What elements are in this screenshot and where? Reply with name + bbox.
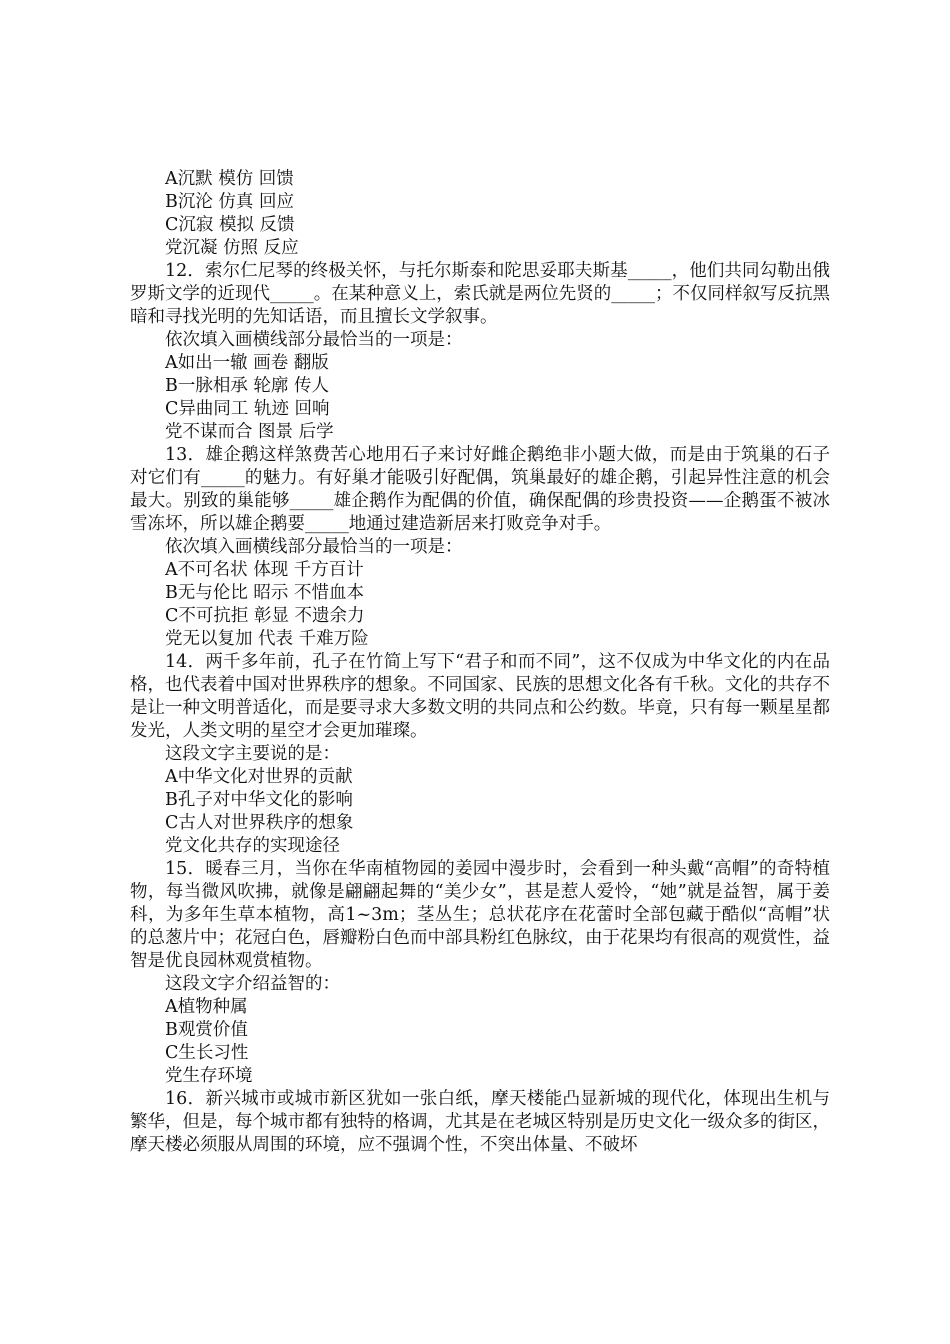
option-c: C生长习性 bbox=[165, 1043, 249, 1063]
option-a: A中华文化对世界的贡献 bbox=[165, 767, 353, 787]
question-12 bbox=[130, 260, 830, 444]
question-prompt: 依次填入画横线部分最恰当的一项是： bbox=[165, 537, 463, 557]
option-d: 党不谋而合 图景 后学 bbox=[165, 422, 334, 442]
question-13 bbox=[130, 444, 830, 651]
option-c: C沉寂 模拟 反馈 bbox=[165, 215, 295, 235]
option-a: A植物种属 bbox=[165, 997, 248, 1017]
option-b: B沉沦 仿真 回应 bbox=[165, 192, 294, 212]
question-15 bbox=[130, 858, 830, 1088]
option-b: B一脉相承 轮廓 传人 bbox=[165, 376, 329, 396]
option-c: C古人对世界秩序的想象 bbox=[165, 813, 354, 833]
option-a: A沉默 模仿 回馈 bbox=[165, 169, 294, 189]
question-stem: 15．暖春三月，当你在华南植物园的姜园中漫步时，会看到一种头戴“高帽”的奇特植物，每当微风吹拂，就像是翩翩起舞的“美少女”，甚是惹人爱怜，“她”就是益智，属于姜科，为多年生草本植物，高1~3m；茎丛生；总状花序在花蕾时全部包藏于酷似“高帽”状的总葱片中；花冠白色，唇瓣粉白色而中部具粉红色脉纹，由于花果均有很高的观赏性，益智是优良园林观赏植物。 bbox=[130, 859, 830, 971]
option-b: B无与伦比 昭示 不惜血本 bbox=[165, 583, 364, 603]
question-stem: 12．索尔仁尼琴的终极关怀，与托尔斯泰和陀思妥耶夫斯基_____，他们共同勾勒出俄罗斯文学的近现代_____。在某种意义上，索氏就是两位先贤的_____；不仅同样叙写反抗黑暗和寻找光明的先知话语，而且擅长文学叙事。 bbox=[130, 261, 830, 327]
question-stem: 13．雄企鹅这样煞费苦心地用石子来讨好雌企鹅绝非小题大做，而是由于筑巢的石子对它们有_____的魅力。有好巢才能吸引好配偶，筑巢最好的雄企鹅，引起异性注意的机会最大。别致的巢能够_____雄企鹅作为配偶的价值，确保配偶的珍贵投资——企鹅蛋不被冰雪冻坏，所以雄企鹅要_____地通过建造新居来打败竞争对手。 bbox=[130, 445, 830, 534]
question-11-options bbox=[130, 168, 830, 260]
question-prompt: 这段文字介绍益智的： bbox=[165, 974, 340, 994]
option-a: A如出一辙 画卷 翻版 bbox=[165, 353, 329, 373]
option-b: B孔子对中华文化的影响 bbox=[165, 790, 353, 810]
question-14 bbox=[130, 651, 830, 858]
option-c: C异曲同工 轨迹 回响 bbox=[165, 399, 330, 419]
option-d: 党文化共存的实现途径 bbox=[165, 836, 340, 856]
option-d: 党无以复加 代表 千难万险 bbox=[165, 629, 369, 649]
question-prompt: 依次填入画横线部分最恰当的一项是： bbox=[165, 330, 463, 350]
option-b: B观赏价值 bbox=[165, 1020, 248, 1040]
question-16 bbox=[130, 1088, 830, 1157]
option-c: C不可抗拒 彰显 不遗余力 bbox=[165, 606, 365, 626]
option-d: 党生存环境 bbox=[165, 1066, 253, 1086]
question-stem: 14．两千多年前，孔子在竹简上写下“君子和而不同”，这不仅成为中华文化的内在品格，也代表着中国对世界秩序的想象。不同国家、民族的思想文化各有千秋。文化的共存不是让一种文明普适化，而是要寻求大多数文明的共同点和公约数。毕竟，只有每一颗星星都发光，人类文明的星空才会更加璀璨。 bbox=[130, 652, 830, 741]
question-stem: 16．新兴城市或城市新区犹如一张白纸，摩天楼能凸显新城的现代化，体现出生机与繁华，但是，每个城市都有独特的格调，尤其是在老城区特别是历史文化一级众多的街区，摩天楼必须服从周围的环境，应不强调个性，不突出体量、不破坏 bbox=[130, 1089, 830, 1155]
option-a: A不可名状 体现 千方百计 bbox=[165, 560, 364, 580]
question-prompt: 这段文字主要说的是： bbox=[165, 744, 340, 764]
document-page bbox=[130, 168, 830, 1157]
option-d: 党沉凝 仿照 反应 bbox=[165, 238, 299, 258]
